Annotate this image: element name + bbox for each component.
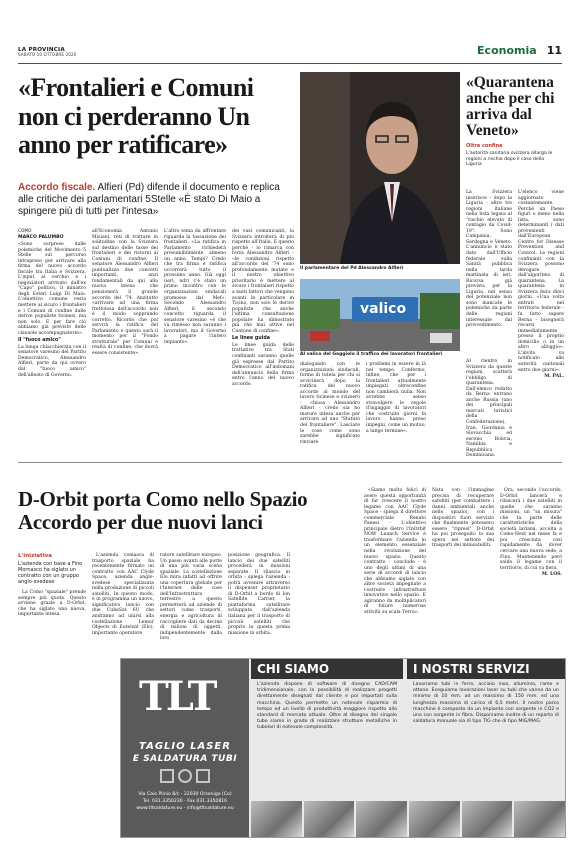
- sidebar-column-2: [518, 190, 564, 454]
- article1-column-5: [300, 362, 360, 454]
- article2-column-7: [432, 488, 494, 645]
- ad-product-photo: [514, 801, 565, 837]
- sidebar-title: «Quarantena anche per chi arriva dal Veneto»: [466, 74, 555, 139]
- sidebar-kicker: Oltre confine: [466, 143, 503, 149]
- article2-column-4: [228, 553, 290, 645]
- article1-column-4: [232, 229, 294, 454]
- ad-chi-siamo: [251, 659, 403, 799]
- ad-product-photo: [462, 801, 513, 837]
- photo-alfieri: [300, 72, 460, 264]
- article1-subtitle: [18, 182, 290, 218]
- ad-box2-text: Lavoriamo tubi in ferro, acciaio inox, alluminio, rame e ottone. Eseguiamo lavorazioni laser su tubi che vanno da un minimo di 10 mm. ad un massimo di 150 mm. ed una lunghezza massima di carico di 6,5 metri. Il nostro parco macchine è composto da un impianto con sorgente in CO2 e uno con sorgente in fibra. Disponiamo inoltre di un reparto di saldatura manuale sia di tipo TIG che di tipo MIG/MAG.: [413, 682, 559, 725]
- article2-paragraph: Ora, secondo l'accordo, D-Orbit lancerà e rilascerà i due satelliti in quelle che saranno missioni, un "su misura" che fa parte delle caratteristiche della società lariana, accolta a Como-Next nel mese fa e poi cresciuta così rapidamente da dover cercare una nuova sede, a Fino. Mantenendo però saldo il legame con il territorio, di cui va fiera.: [500, 488, 562, 571]
- ad-phone: Tel. 031.3350230 - Fax 031.3350816: [142, 799, 228, 804]
- article1-subhead: Il "fuoco amico": [18, 338, 61, 344]
- article1-subtitle-text: Alfieri (Pd) difende il documento e replica alle critiche dei parlamentari 5Stelle «È stato Di Maio a spingere più di tutti per l'intesa»: [18, 182, 280, 217]
- article1-kicker: Accordo fiscale.: [18, 182, 96, 193]
- ad-web[interactable]: www.tltsaldature.eu - info@tltsaldature.eu: [136, 806, 234, 811]
- page-number: 11: [546, 44, 562, 57]
- valico-sign: valico: [360, 301, 407, 317]
- ad-box1-title: CHI SIAMO: [251, 659, 403, 679]
- ad-product-photos: [251, 801, 565, 837]
- article2-paragraph: L'azienda comasca di trasporto spaziale ha recentemente firmato un contratto con AAC Clyde Space, azienda anglo-svedese specializzata nella produzione di piccoli satelliti. In questo modo, è in programma un nuovo, significativo lancio con due CubeSat 6U che andranno ad unirsi alla costellazione Lemur Objects di Eutelsat (Elo), importante operatore: [92, 553, 154, 636]
- ad-brand-line2: E SALDATURA TUBI: [132, 754, 238, 764]
- ad-logo-panel: [121, 659, 249, 837]
- sidebar-paragraph: L'elenco viene aggiornato costantemente. Perché un Paese figuri o meno nella lista, sono determinanti i dati provenienti dall'European Centre for Disease Prevention and Control. Le regioni confinanti con la Svizzera possono derogare dall'algoritmo di quarantena. La quarantena in Svizzera dura dieci giorni. «Una volta entrati nel territorio federale - fa fatto sapere Berna - bisognerà recarsi immediatamente presso il proprio domicilio o in un altro alloggio». L'invito va notificato alle autorità cantonali entro due giorni».: [518, 190, 564, 373]
- section-divider: [18, 462, 562, 463]
- article1-paragraph: L'altro tema da affrontare riguarda la tassazione dei frontalieri. «La ratifica in Parlamento richiederà presumibilmente almeno un anno. Tempi? Credo che tra firma e ratifica occorrerà tutto il prossimo anno. Già oggi (ieri, ndr) c'è stato un primo incontro con le organizzazioni sindacali promosso dal Mef». Secondo Alessandro Alfieri, il secondo concetto riguarda il senatore varesino «è che va rimesso non saranno i lavoratori, ma il Governo a pagare l'intero impianto».: [164, 229, 226, 345]
- article2-kicker: L'iniziativa: [18, 553, 53, 559]
- article2-summary: L'azienda con base a Fino Mornasco ha siglato un contratto con un gruppo anglo-svedese: [18, 561, 83, 585]
- sidebar-column-1b: [466, 359, 512, 459]
- article2-column-2: [92, 553, 154, 645]
- article1-column-3: [164, 229, 226, 454]
- sidebar-column-1: [466, 190, 512, 352]
- ad-box2-title: I NOSTRI SERVIZI: [407, 659, 565, 679]
- article2-paragraph: «Siamo molto felici di avere questa opportunità di far crescere il nostro legame con AAC Clyde Space - spiega il direttore commerciale Renato Panesi - L'obiettivo principale dietro l'InOrbit NOW Launch Service è trasformare l'azienda in un elemento essenziale nella rivoluzione del nuovo spazio. Questo contratto - conclude - è uno degli ultimi di una serie di accordi di lancio che abbiamo siglato con altre società impegnate a costruire infrastrutture innovative nello spazio. E agiranno da moltiplicatori di future numerose attività su scala Terra».: [364, 488, 426, 616]
- article1-byline: [18, 229, 64, 240]
- article2-paragraph: La Como "spaziale" prende sempre più quota. Questo avviene grazie a D-Orbit, che ha siglato una nuova, importante intesa.: [18, 590, 86, 618]
- ad-product-photo: [304, 801, 355, 837]
- masthead: [18, 47, 76, 58]
- tube-shapes-icon: [129, 769, 241, 785]
- ad-product-photo: [409, 801, 460, 837]
- sidebar-paragraph: Al rientro in Svizzera da queste regioni, scatterà l'obbligo di quarantena. Dall'elenco redatto da Berna entrano anche Russia (uno dei principali mercati turistici della Confederazione), Iran, Giordania e Slovacchia ed escono Bolivia, Namibia e Repubblica Dominicana.: [466, 359, 512, 459]
- section-header: [477, 44, 562, 57]
- article2-paragraph: ratore satellitare europeo. Un passo avanti alle porte di una più varia scena spaziale. La costellazione Elo mira infatti ad offrire una copertura globale per l'Internet delle cose dell'Infrastruttura terrestre a questo permetterà ad aziende di settori come trasporti, energia e agricoltura di raccogliere dati da decine di milioni di oggetti, indipendentemente dalla loro: [160, 553, 222, 642]
- ad-address: Via Caio Plinio 8/c - 22030 Orsenigo (Co): [138, 792, 232, 797]
- ad-servizi: [407, 659, 565, 799]
- article2-column-1: [18, 590, 86, 645]
- photo2-caption: Al valico del Gaggiolo il traffico dei lavoratori frontalieri: [300, 352, 443, 357]
- article1-paragraph: all'Economia Antonio Misiani, reti di trattare in solitudine con la Svizzera sul destino delle tasse dei frontalieri e dei ristorni ai Comuni di confine. Il senatore Alessandro Alfieri puntualizza due concetti importanti, anzi fondamentali da qui alla nuova intesa che pensionerà il grande accordo del '74. Anzitutto «arrivare ad una firma frettolosa dell'accordo non è il modo sopprando corretto. Ricordo che poi servirà la ratifica del Parlamento e questo sarà il momento per il "Fondo strutturale" per Comuni e realtà di confine, che dovrà essere consistente».: [92, 229, 158, 357]
- article1-column-2: [92, 229, 158, 454]
- article1-title: «Frontalieri e Comuni non ci perderanno Un anno per ratificare»: [18, 73, 254, 159]
- article2-column-5: [296, 553, 358, 645]
- article1-column-6: [366, 362, 426, 454]
- photo1-caption: Il parlamentare del Pd Alessandro Alfieri: [300, 266, 404, 271]
- article1-paragraph: dei vasi comunicanti, la Svizzera introiterà di più rispetto all'Italia. E questo perché - lo rimarca con forza Alessandro Alfieri - «le condizioni rispetto all'accordo del '74 sono profondamente mutate e il nostro obiettivo prioritario è mettere al sicuro i frontalieri rispetto a tanti fattori che vengono avanti in particolare in Ticino, non solo le derive populiste che anche l'ultima consultazione popolare ha dimostrato più che mai attive nel Cantone di confine».: [232, 229, 294, 334]
- article1-column-1: [18, 242, 86, 454]
- article2-column-8: [500, 488, 562, 645]
- article2-column-6: [364, 488, 426, 645]
- article1-paragraph: i problemi in essere in là nel tempo. Confermo, infine, che per i frontalieri attualmente impiegati oltreconfine non cambierà nulla. Non avrebbe senso stravolgere le regole d'ingaggio di lavoratori che costruito giorni fa lavoro hanno preso impegni, come un mutuo, a lungo termine».: [366, 362, 426, 434]
- article2-signature: M. LOS.: [541, 572, 562, 578]
- article2-column-3: [160, 553, 222, 645]
- article1-paragraph: La lunga chiacchierata con il senatore varesino del Partito Democratico, Alessandro Alfieri, parte da qui ovvero dal "fuoco amico" dell'alleato di Governo.: [18, 344, 86, 378]
- tlt-logo-mark: TLT: [139, 673, 215, 720]
- advertisement-tlt[interactable]: [120, 658, 566, 838]
- ad-product-photo: [251, 801, 302, 837]
- article2-title: D-Orbit porta Como nello Spazio Accordo per due nuovi lanci: [18, 487, 308, 534]
- section-name: Economia: [477, 44, 537, 57]
- byline-place: COMO: [18, 229, 32, 234]
- publication-name: LA PROVINCIA: [18, 47, 65, 53]
- ad-box1-text: L'azienda dispone di software di disegno CAD/CAM tridimensionale, con la possibilità di realizzare progetti direttamente disegnati dal cliente e poi importati sulla macchina. Questo permette un notevole risparmio di tempo ed un livello di produttività maggiore rispetto allo standard di mercato attuale. Oltre al disegno del singolo tubo siamo in grado di realizzare strutture metalliche in tubolari di notevole complessità.: [257, 682, 397, 731]
- article1-paragraph: dialogando con le organizzazioni sindacali, forme di tutela per chi si avvicinerà dopo la ratifica del nuovo accordo al mondo del lavoro ticinese e svizzero - chiosa Alessandro Alfieri - credo sia no mature intesa anche per arrivare ad uno "Statuto del frontaliere". Lasciare le cose come sono sarebbe significato rinviare: [300, 362, 360, 445]
- article1-subhead: Le linee guida: [232, 336, 271, 342]
- portrait-illustration: [300, 72, 460, 264]
- article1-paragraph: Le linee guida delle trattative tra Stati confinanti saranno quelle già espresse dal Partito Democratico all'indomani dell'annuncio della firma entro l'anno del nuovo accordo.: [232, 342, 294, 387]
- ad-brand-line1: TAGLIO LASER: [139, 741, 231, 752]
- photo-valico: [300, 279, 460, 351]
- sidebar-paragraph: La Svizzera inserisce - dopo la Liguria - altre tre regioni italiane nella lista legata al "rischio elevato di contagio da Covid-19". Sono Campania, Sardegna e Veneto. L'annuncio è stato dato dall'Ufficio federale sulla Sanità pubblica nella tarda mattinata di ieri. Ricorsa già prevista per la Liguria, nel senso del potenziale non sono mancate le polemiche da parte delle regioni interessate dal provvedimento.: [466, 190, 512, 329]
- sidebar-signature: M. PAL.: [544, 374, 564, 380]
- publication-date: SABATO 10 OTTOBRE 2020: [18, 53, 77, 58]
- byline-author: MARCO PALUMBO: [18, 234, 64, 240]
- article2-paragraph: posizione geografica. Il lancio dei due satelliti procederà in missioni separate. Il rilascio in orbita - spiega l'azienda - potrà avvenire attraverso il dispenser proprietario di D-Orbit a bordo di Ion Satellite Carrier, la piattaforma satellitare sviluppata dall'azienda italiana per il trasporto di piccoli satelliti che proprio in questa prima missione in orbita.: [228, 553, 290, 636]
- article1-paragraph: «Sono sorprese dalle polemiche del Movimento 5 Stelle sul percorso intrapreso per arrivare alla firma del nuovo accordo fiscale tra Italia e Svizzera. L'input al cerchio e i negoziatori arrivato dall'ex "Capo" politico, il ministro degli Esteri Luigi Di Maio. L'obiettivo comune resta mettere al sicuro i frontalieri e i Comuni di confine dalle derive populiste ticinesi, ma non solo. E per fare ciò abbiamo già previsto delle clausole accompagnatorie».: [18, 242, 86, 336]
- sidebar-summary: L'autorità sanitaria svizzera allarga le regioni a rischio dopo il caso della Liguria: [466, 151, 553, 168]
- header-rule: [18, 63, 562, 64]
- article2-paragraph: Nata con l'immagine precisa di recuperare satelliti (per combattere i danni ambientali anche nello spazio), con i dispositivi fuori servizio che finalmente potessero essere "ripresi" D-Orbit ha poi proseguito la sua opera nel settore dei trasporti dei minisatelliti.: [432, 488, 494, 549]
- ad-contacts: [125, 791, 245, 812]
- ad-product-photo: [356, 801, 407, 837]
